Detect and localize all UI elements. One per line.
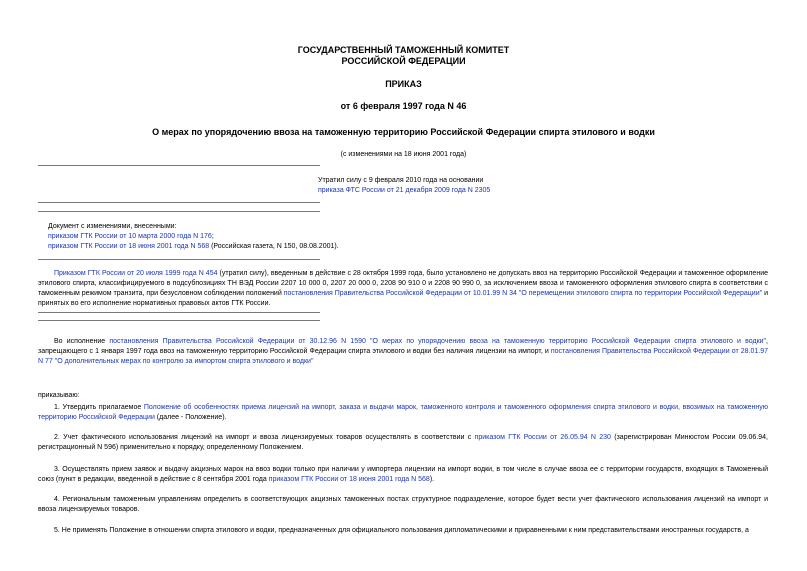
amendment-link[interactable]: приказом ГТК России от 10 марта 2000 года N 176 <box>48 233 212 240</box>
status-link[interactable]: приказа ФТС России от 21 декабря 2009 года N 2305 <box>318 187 491 194</box>
amendment-tail: (Российская газета, N 150, 08.08.2001). <box>209 243 339 250</box>
editorial-text: (утратил силу), введенным в действие с 28 октября 1999 года, было установлено не допускать ввоз на территорию Российской Федерации и таможенное оформление этилового спирта, классифицируемого в подсубпозициях ТН ВЭД России 2207 10 000 0, 2207 20 000 0, 2208 90 910 0 и 2208 90 990 0, за исключением ввоза и таможенного оформления этилового спирта в соответствии с таможенным режимом транзита, при безусловном соблюдении положений <box>38 270 768 297</box>
amendment-item <box>48 232 448 242</box>
separator-line <box>38 312 320 313</box>
item-text: ). <box>429 476 435 483</box>
item-text: (далее - Положение). <box>154 414 227 421</box>
status-block <box>318 176 518 196</box>
amendments-block <box>48 222 448 252</box>
item-text: (зарегистрирован Минюстом России 09.06.94, регистрационный N 596) применительно к порядку, определенному Положением. <box>38 434 768 451</box>
separator-line <box>38 320 320 321</box>
changes-note: (с изменениями на 18 июня 2001 года) <box>340 151 467 158</box>
editorial-link[interactable]: постановления Правительства Российской Федерации от 10.01.99 N 34 "О перемещении этилового спирта по территории Российской Федерации" <box>283 290 763 297</box>
separator-line <box>38 202 320 203</box>
order-item-3 <box>38 465 768 485</box>
order-item-5: 5. Не применять Положение в отношении спирта этилового и водки, предназначенных для официального пользования дипломатическими и приравненными к ним представительствами иностранных государств, а <box>54 527 749 534</box>
preamble-text: Во исполнение <box>54 338 110 345</box>
document-title: О мерах по упорядочению ввоза на таможенную территорию Российской Федерации спирта этилового и водки <box>152 127 655 137</box>
document-type: ПРИКАЗ <box>385 79 422 89</box>
order-item-1 <box>38 403 768 423</box>
preamble-text: , запрещающего с 1 января 1997 года ввоз на таможенную территорию Российской Федерации спирта этилового и водки без наличия лицензии на импорт, и <box>38 338 768 355</box>
amendments-intro: Документ с изменениями, внесенными: <box>48 223 177 230</box>
preamble-link[interactable]: постановления Правительства Российской Федерации от 30.12.96 N 1590 "О мерах по упорядочению ввоза на таможенную территорию Российской Федерации спирта этилового и водки" <box>109 338 767 345</box>
item-link[interactable]: Положение об особенностях приема лицензий на импорт, заказа и выдачи марок, таможенного контроля и таможенного оформления спирта этилового и водки, ввозимых на таможенную территорию Российской Федерации <box>38 404 768 421</box>
item-link[interactable]: приказом ГТК России от 26.05.94 N 230 <box>474 434 611 441</box>
status-text: Утратил силу с 9 февраля 2010 года на основании <box>318 177 484 184</box>
preamble <box>38 337 768 367</box>
editorial-text: и принятых во его исполнение нормативных правовых актов ГТК России. <box>38 290 768 307</box>
item-text: 3. Осуществлять прием заявок и выдачу акцизных марок на ввоз водки только при наличии у импортера лицензии на импорт водки, в том числе в случае ввоза ее с территории государств, входящих в Таможенный союз (пункт в редакции, введенной в действие с 8 сентября 2001 года <box>38 466 768 483</box>
item-link[interactable]: приказом ГТК России от 18 июня 2001 года N 568 <box>268 476 430 483</box>
document-date-number: от 6 февраля 1997 года N 46 <box>340 101 467 111</box>
amendment-tail: ; <box>211 233 214 240</box>
org-name-line2: РОССИЙСКОЙ ФЕДЕРАЦИИ <box>341 56 466 66</box>
separator-line <box>38 165 320 166</box>
order-item-2 <box>38 433 768 453</box>
item-text: 2. Учет фактического использования лицензий на импорт и ввоза лицензируемых товаров осуществлять в соответствии с <box>54 434 475 441</box>
preamble-link[interactable]: постановления Правительства Российской Федерации от 28.01.97 N 77 "О дополнительных мерах по контролю за импортом спирта этилового и водки" <box>38 348 768 365</box>
item-text: 1. Утвердить прилагаемое <box>54 404 144 411</box>
amendment-item <box>48 242 448 252</box>
separator-line <box>38 211 320 212</box>
editorial-link[interactable]: Приказом ГТК России от 20 июля 1999 года N 454 <box>54 270 218 277</box>
separator-line <box>38 259 320 260</box>
order-item-4: 4. Региональным таможенным управлениям определить в соответствующих акцизных таможенных постах структурное подразделение, которое будет вести учет фактического использования лицензий на импорт и ввоза лицензируемых товаров. <box>38 496 768 513</box>
org-name-line1: ГОСУДАРСТВЕННЫЙ ТАМОЖЕННЫЙ КОМИТЕТ <box>297 45 510 55</box>
editorial-note <box>38 269 768 309</box>
amendment-link[interactable]: приказом ГТК России от 18 июня 2001 года N 568 <box>48 243 210 250</box>
order-word: приказываю: <box>38 392 80 399</box>
